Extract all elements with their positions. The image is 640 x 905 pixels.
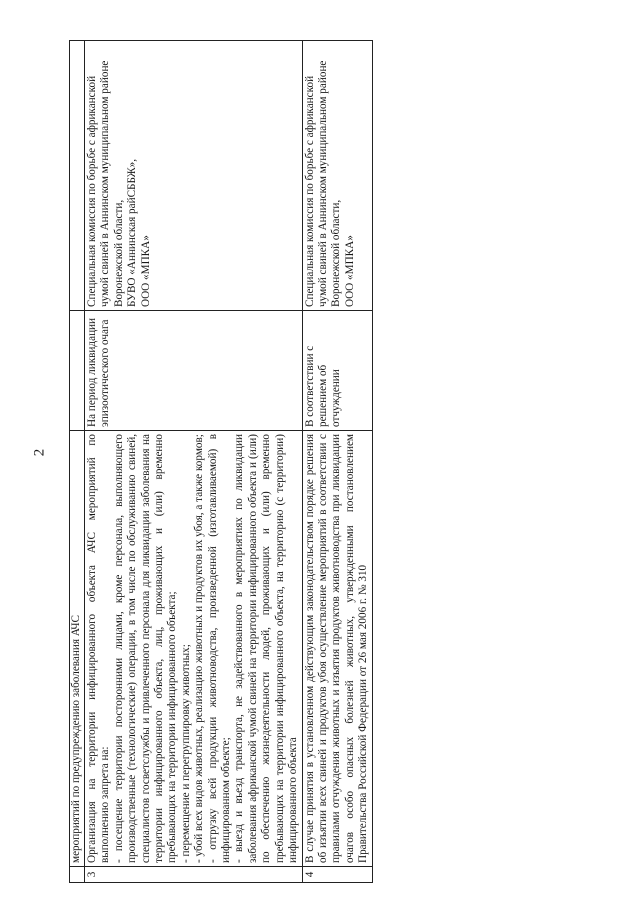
empty-number-cell bbox=[70, 867, 85, 883]
responsible-line: Специальная комиссия по борьбе с африканской чумой свиней в Аннинском муниципальном районе Воронежской области, bbox=[86, 60, 125, 307]
measure-line: - убой всех видов животных, реализацию животных и продуктов их убоя, а также кормов; bbox=[193, 434, 206, 863]
measure-line: - перемещение и перегруппировку животных; bbox=[179, 644, 192, 863]
table-header-continuation-row bbox=[70, 41, 85, 883]
responsible-line: БУВО «Аннинская райСББЖ», bbox=[126, 158, 139, 307]
rotated-table-container bbox=[69, 40, 514, 883]
responsible-cell bbox=[302, 41, 372, 311]
responsible-line: ООО «МПКА» bbox=[139, 235, 152, 307]
period-cell: В соответствии с решением об отчуждении bbox=[302, 311, 372, 431]
measure-line: - отгрузку всей продукции животноводства, произведенной (изготавливаемой) в инфицированном объекте; bbox=[206, 434, 233, 863]
measure-cell bbox=[85, 431, 303, 867]
table-row bbox=[85, 41, 303, 883]
measure-line: - посещение территории посторонними лицами, кроме персонала, выполняющего производственные (технологические) операции, в том числе по обслуживанию свиней, специалистов госветслужбы и привлеченного персонала для ликвидации заболевания на территории инфицированного объекта, лиц, проживающих и (или) временно пребывающих на территории инфицированного объекта; bbox=[112, 434, 179, 863]
empty-period-cell bbox=[70, 311, 85, 431]
measure-line: В случае принятия в установленном действующим законодательством порядке решения об изъятии всех свиней и продуктов убоя осуществление мероприятий в соответствии с правилами отчуждения животных и изъятия продуктов животноводства при ликвидации очагов особо опасных болезней животных, утвержденными постановлением Правительства Российской Федерации от 26 мая 2006 г. № 310 bbox=[303, 434, 370, 863]
table-row bbox=[302, 41, 372, 883]
measure-line: - выезд и въезд транспорта, не задействованного в мероприятиях по ликвидации заболевания африканской чумой свиней на территории инфицированного объекта и (или) по обеспечению жизнедеятельности людей, проживающих и (или) временно пребывающих на территории инфицированного объекта, на территорию (с территории) инфицированного объекта bbox=[233, 434, 300, 863]
measure-line: Организация на территории инфицированного объекта АЧС мероприятий по выполнению запрета на: bbox=[86, 434, 112, 863]
measures-table bbox=[69, 40, 373, 883]
row-number: 3 bbox=[85, 867, 303, 883]
page-number: 2 bbox=[31, 448, 48, 457]
measure-cell bbox=[302, 431, 372, 867]
header-measure-cell: мероприятий по предупреждению заболевания АЧС bbox=[70, 431, 85, 867]
empty-responsible-cell bbox=[70, 41, 85, 311]
row-number: 4 bbox=[302, 867, 372, 883]
responsible-line: Специальная комиссия по борьбе с африканской чумой свиней в Аннинском муниципальном районе Воронежской области, bbox=[303, 60, 343, 307]
responsible-line: ООО «МПКА» bbox=[343, 235, 356, 307]
period-cell: На период ликвидации эпизоотического очага bbox=[85, 311, 303, 431]
responsible-cell bbox=[85, 41, 303, 311]
